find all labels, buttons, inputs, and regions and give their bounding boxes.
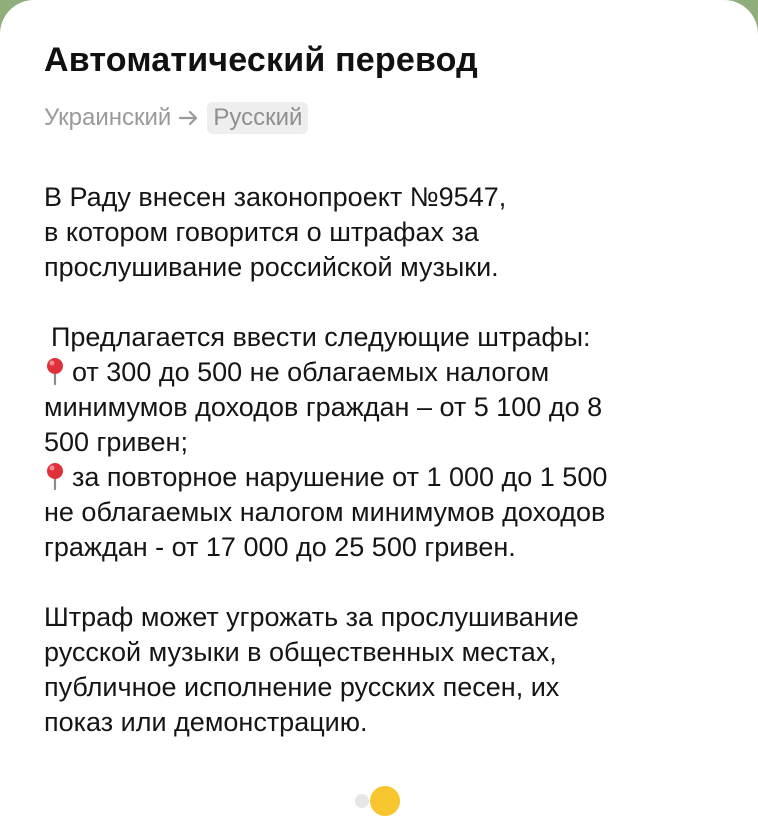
- text-line: публичное исполнение русских песен, их: [44, 672, 560, 702]
- text-line: не облагаемых налогом минимумов доходов: [44, 497, 606, 527]
- text-line: русской музыки в общественных местах,: [44, 637, 557, 667]
- text-line: Предлагается ввести следующие штрафы:: [51, 322, 591, 352]
- round-pushpin-icon: [44, 462, 66, 490]
- arrow-right-icon: [177, 108, 201, 128]
- language-selector[interactable]: [44, 100, 722, 136]
- text-line: от 300 до 500 не облагаемых налогом: [72, 357, 550, 387]
- source-language[interactable]: Украинский: [44, 104, 172, 131]
- text-line: граждан - от 17 000 до 25 500 гривен.: [44, 532, 516, 562]
- text-line: 500 гривен;: [44, 427, 188, 457]
- text-line: в котором говорится о штрафах за: [44, 217, 479, 247]
- reaction-icon[interactable]: [355, 794, 369, 808]
- message-paragraph: [44, 320, 722, 565]
- translated-message: [44, 180, 722, 740]
- text-line: минимумов доходов граждан – от 5 100 до 8: [44, 392, 603, 422]
- paragraph-gap: [44, 565, 722, 600]
- text-line: за повторное нарушение от 1 000 до 1 500: [72, 462, 608, 492]
- fine-item: [44, 460, 722, 495]
- text-line: прослушивание российской музыки.: [44, 252, 499, 282]
- corner-decoration: [744, 0, 758, 14]
- message-paragraph: [44, 180, 722, 285]
- corner-decoration: [0, 0, 14, 14]
- fine-item: [44, 355, 722, 390]
- text-line: Штраф может угрожать за прослушивание: [44, 602, 579, 632]
- target-language[interactable]: Русский: [207, 102, 308, 134]
- emoji-icon[interactable]: [370, 786, 400, 816]
- sheet-title: Автоматический перевод: [44, 41, 478, 79]
- message-paragraph: [44, 600, 722, 740]
- paragraph-gap: [44, 285, 722, 320]
- text-line: показ или демонстрацию.: [44, 707, 368, 737]
- round-pushpin-icon: [44, 357, 66, 385]
- text-line: В Раду внесен законопроект №9547,: [44, 182, 507, 212]
